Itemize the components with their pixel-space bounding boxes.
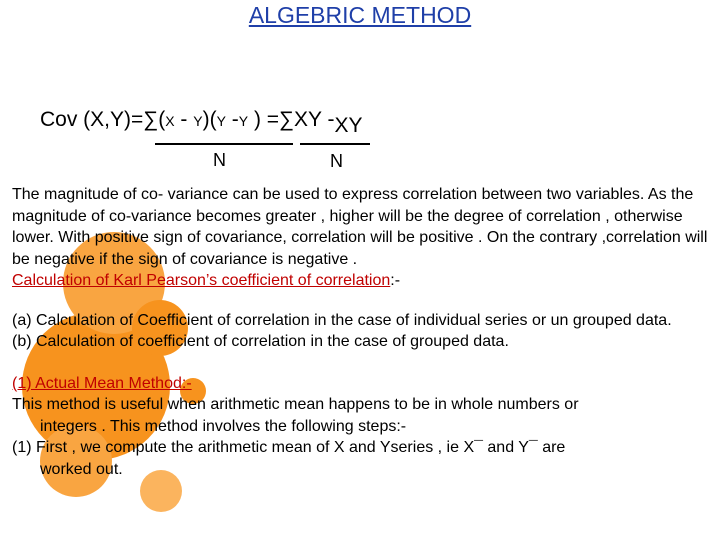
formula-xy-bar: XY <box>334 114 363 137</box>
step-1-line-1: (1) First , we compute the arithmetic mean of X and Yseries , ie X¯ and Y¯ are <box>12 439 566 456</box>
covariance-formula <box>40 108 363 137</box>
formula-denominator-1: N <box>213 150 226 170</box>
formula-x: X <box>165 113 175 129</box>
method-line-1: This method is useful when arithmetic mean happens to be in whole numbers or <box>12 396 579 413</box>
formula-y: Y <box>216 113 226 129</box>
list-item-b: (b) Calculation of coefficient of correlation in the case of grouped data. <box>12 333 509 350</box>
list-item-a: (a) Calculation of Coefficient of correlation in the case of individual series or un grouped data. <box>12 311 672 329</box>
step-1-line-2: worked out. <box>40 460 123 478</box>
fraction-bar-1 <box>155 143 293 145</box>
fraction-bar-2 <box>300 143 370 145</box>
formula-denominator-2: N <box>330 151 343 171</box>
formula-mid: )( <box>202 108 217 131</box>
formula-minus: - <box>174 108 194 131</box>
covariance-paragraph: The magnitude of co- variance can be used to express correlation between two variables. As the magnitude of co-variance becomes greater , higher will be the degree of correlation , otherwise lower. With positive sign of covariance, correlation will be positive . On the contrary ,correlation will be negative if the sign of covariance is negative . <box>12 186 708 268</box>
formula-equals: =∑XY - <box>260 108 335 131</box>
formula-lhs: Cov (X,Y)=∑( <box>40 108 166 131</box>
page-title: ALGEBRIC METHOD <box>248 2 472 28</box>
actual-mean-heading: (1) Actual Mean Method:- <box>12 374 192 392</box>
calculation-heading: Calculation of Karl Pearson’s coefficient of correlation:- <box>12 272 401 289</box>
formula-xbar: Y <box>238 113 249 129</box>
formula-ybar: Y <box>193 113 203 129</box>
formula-minus-2: - <box>225 108 239 131</box>
formula-close: ) <box>248 108 261 131</box>
text-body <box>12 184 712 480</box>
method-line-2: integers . This method involves the following steps:- <box>40 417 407 435</box>
